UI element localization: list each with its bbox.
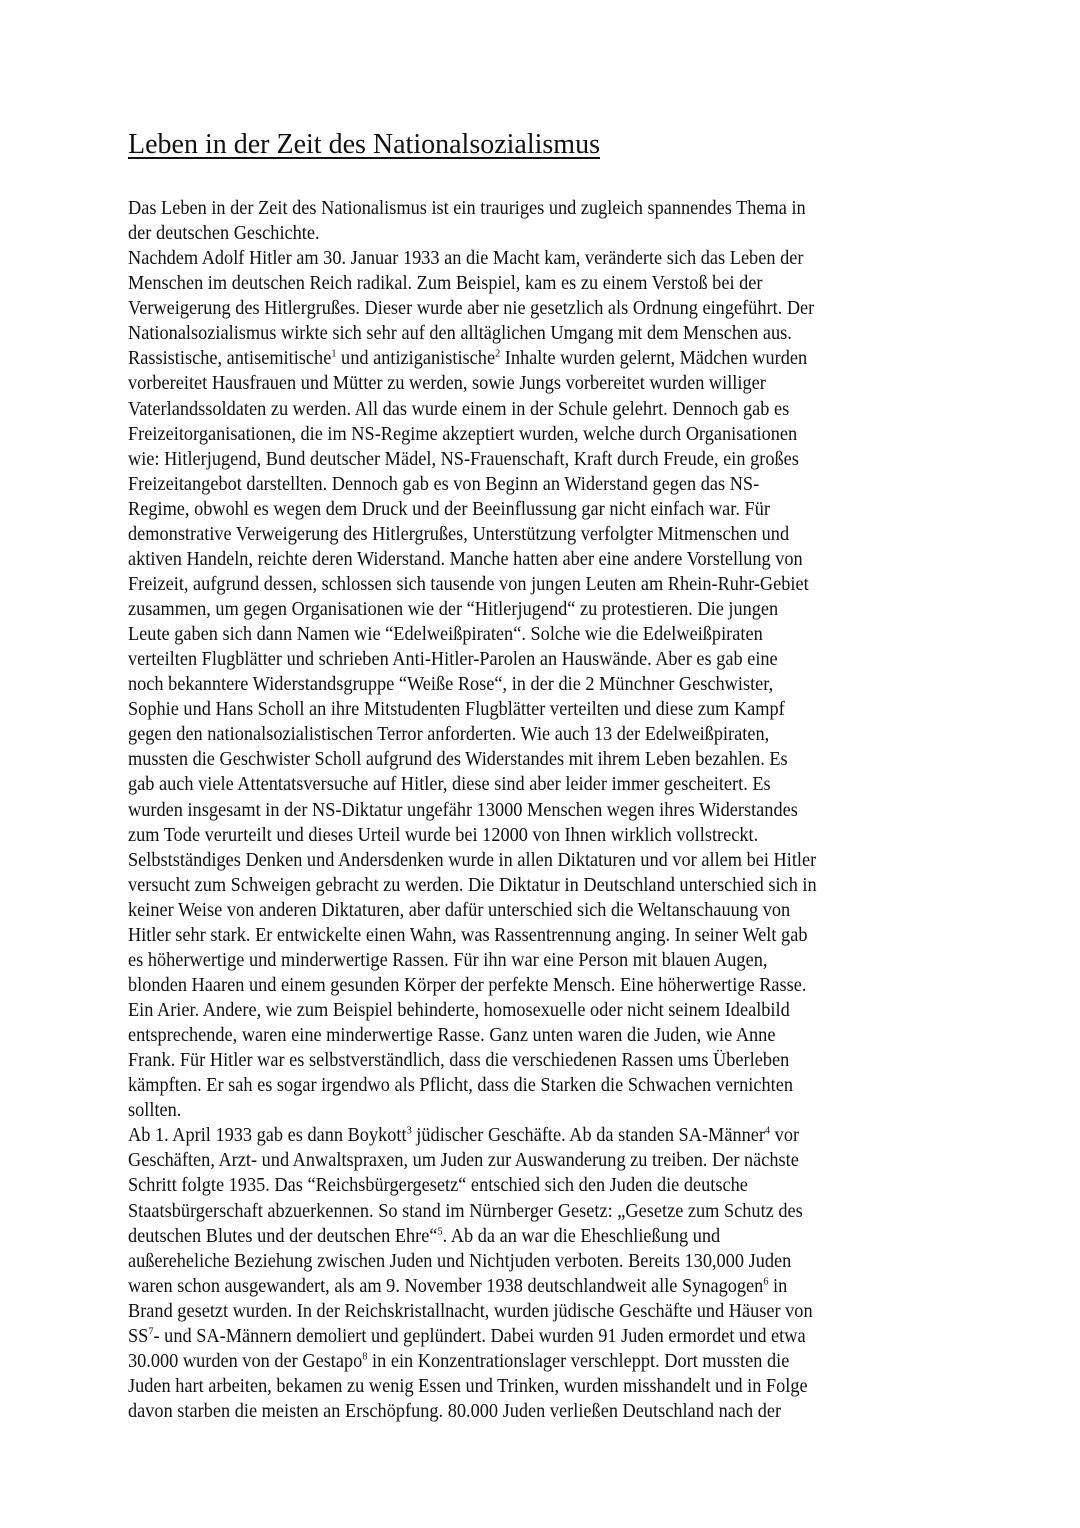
text-segment: Brand gesetzt wurden. In der Reichskristallnacht, wurden jüdische Geschäfte und Häuser von: [128, 1300, 813, 1322]
text-line: [128, 271, 950, 296]
text-line: [128, 497, 950, 522]
text-line: [128, 1173, 950, 1198]
text-segment: außereheliche Beziehung zwischen Juden und Nichtjuden verboten. Bereits 130,000 Juden: [128, 1250, 792, 1272]
footnote-marker: 2: [495, 347, 501, 360]
text-segment: sollten.: [128, 1100, 182, 1122]
text-segment: wurden insgesamt in der NS-Diktatur ungefähr 13000 Menschen wegen ihres Widerstandes: [128, 799, 798, 821]
text-segment: Juden hart arbeiten, bekamen zu wenig Essen und Trinken, wurden misshandelt und in Folge: [128, 1375, 808, 1397]
text-segment: Freizeit, aufgrund dessen, schlossen sich tausende von jungen Leuten am Rhein-Ruhr-Gebiet: [128, 573, 809, 595]
text-segment: Freizeitangebot darstellten. Dennoch gab es von Beginn an Widerstand gegen das NS-: [128, 473, 760, 495]
text-line: [128, 973, 950, 998]
text-segment: vorbereitet Hausfrauen und Mütter zu werden, sowie Jungs vorbereitet wurden williger: [128, 373, 766, 395]
text-segment: entsprechende, waren eine minderwertige Rasse. Ganz unten waren die Juden, wie Anne: [128, 1025, 776, 1047]
text-line: [128, 221, 950, 246]
text-line: [128, 371, 950, 396]
text-line: [128, 823, 950, 848]
text-line: [128, 873, 950, 898]
text-segment: zum Tode verurteilt und dieses Urteil wurde bei 12000 von Ihnen wirklich vollstreckt.: [128, 824, 759, 846]
text-segment: keiner Weise von anderen Diktaturen, aber dafür unterschied sich die Weltanschauung von: [128, 899, 791, 921]
footnote-marker: 7: [148, 1325, 154, 1338]
text-segment: jüdischer Geschäfte. Ab da standen SA-Männer: [411, 1125, 765, 1147]
text-segment: Frank. Für Hitler war es selbstverständlich, dass die verschiedenen Rassen ums Überleben: [128, 1050, 790, 1072]
text-segment: SS: [128, 1325, 149, 1347]
footnote-marker: 8: [362, 1350, 368, 1363]
text-segment: Menschen im deutschen Reich radikal. Zum Beispiel, kam es zu einem Verstoß bei der: [128, 273, 763, 295]
text-line: [128, 1224, 950, 1249]
text-line: [128, 1073, 950, 1098]
text-line: [128, 747, 950, 772]
text-segment: Rassistische, antisemitische: [128, 348, 332, 370]
text-segment: Staatsbürgerschaft abzuerkennen. So stand im Nürnberger Gesetz: „Gesetze zum Schutz des: [128, 1200, 803, 1222]
text-line: [128, 547, 950, 572]
text-line: [128, 647, 950, 672]
text-segment: es höherwertige und minderwertige Rassen. Für ihn war eine Person mit blauen Augen,: [128, 949, 768, 971]
text-line: [128, 246, 950, 271]
text-line: [128, 572, 950, 597]
text-segment: Leute gaben sich dann Namen wie “Edelweißpiraten“. Solche wie die Edelweißpiraten: [128, 624, 763, 646]
text-segment: . Ab da an war die Eheschließung und: [442, 1225, 721, 1247]
text-segment: Selbstständiges Denken und Andersdenken wurde in allen Diktaturen und vor allem bei Hitler: [128, 849, 817, 871]
text-segment: noch bekanntere Widerstandsgruppe “Weiße Rose“, in der die 2 Münchner Geschwister,: [128, 674, 774, 696]
text-line: [128, 1299, 950, 1324]
text-line: [128, 447, 950, 472]
text-segment: aktiven Handeln, reichte deren Widerstand. Manche hatten aber eine andere Vorstellung von: [128, 548, 803, 570]
text-line: [128, 1199, 950, 1224]
text-segment: Sophie und Hans Scholl an ihre Mitstudenten Flugblätter verteilten und diese zum Kampf: [128, 699, 785, 721]
text-line: [128, 1098, 950, 1123]
text-segment: Ab 1. April 1933 gab es dann Boykott: [128, 1125, 407, 1147]
text-segment: der deutschen Geschichte.: [128, 223, 320, 245]
text-segment: in: [768, 1275, 788, 1297]
footnote-marker: 1: [331, 347, 337, 360]
text-line: [128, 1399, 950, 1424]
text-line: [128, 923, 950, 948]
text-segment: Schritt folgte 1935. Das “Reichsbürgergesetz“ entschied sich den Juden die deutsche: [128, 1175, 748, 1197]
text-line: [128, 522, 950, 547]
text-line: [128, 1148, 950, 1173]
text-line: [128, 772, 950, 797]
text-segment: kämpften. Er sah es sogar irgendwo als Pflicht, dass die Starken die Schwachen vernichten: [128, 1075, 793, 1097]
text-segment: zusammen, um gegen Organisationen wie der “Hitlerjugend“ zu protestieren. Die jungen: [128, 599, 779, 620]
text-segment: und antiziganistische: [336, 348, 496, 370]
text-line: [128, 1374, 950, 1399]
text-segment: Inhalte wurden gelernt, Mädchen wurden: [500, 348, 808, 370]
text-line: [128, 472, 950, 497]
text-line: [128, 1324, 950, 1349]
text-segment: versucht zum Schweigen gebracht zu werden. Die Diktatur in Deutschland unterschied sich in: [128, 874, 817, 896]
footnote-marker: 6: [763, 1275, 769, 1288]
text-line: [128, 196, 950, 221]
text-line: [128, 848, 950, 873]
text-line: [128, 622, 950, 647]
text-line: [128, 1249, 950, 1274]
text-segment: in ein Konzentrationslager verschleppt. Dort mussten die: [367, 1350, 790, 1372]
text-line: [128, 1123, 950, 1148]
text-segment: Nachdem Adolf Hitler am 30. Januar 1933 an die Macht kam, veränderte sich das Leben der: [128, 248, 804, 270]
footnote-marker: 5: [437, 1225, 443, 1238]
text-line: [128, 697, 950, 722]
footnote-marker: 4: [764, 1124, 771, 1137]
text-segment: Verweigerung des Hitlergrußes. Dieser wurde aber nie gesetzlich als Ordnung eingeführt. Der: [128, 298, 815, 320]
text-line: [128, 397, 950, 422]
text-segment: deutschen Blutes und der deutschen Ehre“: [128, 1225, 438, 1247]
text-segment: Vaterlandssoldaten zu werden. All das wurde einem in der Schule gelehrt. Dennoch gab es: [128, 398, 790, 420]
text-segment: Freizeitorganisationen, die im NS-Regime akzeptiert wurden, welche durch Organisationen: [128, 423, 798, 445]
text-segment: mussten die Geschwister Scholl aufgrund des Widerstandes mit ihrem Leben bezahlen. Es: [128, 749, 788, 771]
text-segment: gegen den nationalsozialistischen Terror anforderten. Wie auch 13 der Edelweißpiraten,: [128, 724, 770, 746]
text-segment: Das Leben in der Zeit des Nationalismus ist ein trauriges und zugleich spannendes Thema in: [128, 198, 806, 219]
footnote-marker: 3: [406, 1124, 412, 1137]
text-segment: Nationalsozialismus wirkte sich sehr auf den alltäglichen Umgang mit dem Menschen aus.: [128, 323, 792, 345]
text-segment: Ein Arier. Andere, wie zum Beispiel behinderte, homosexuelle oder nicht seinem Idealbild: [128, 1000, 790, 1021]
text-line: [128, 998, 950, 1023]
text-line: [128, 948, 950, 973]
text-segment: - und SA-Männern demoliert und geplündert. Dabei wurden 91 Juden ermordet und etwa: [153, 1325, 806, 1347]
text-line: [128, 1274, 950, 1299]
text-segment: gab auch viele Attentatsversuche auf Hitler, diese sind aber leider immer gescheitert. Es: [128, 774, 771, 796]
text-line: [128, 798, 950, 823]
text-segment: Regime, obwohl es wegen dem Druck und der Beeinflussung gar nicht einfach war. Für: [128, 498, 770, 520]
text-line: [128, 597, 950, 622]
text-line: [128, 1048, 950, 1073]
text-segment: blonden Haaren und einem gesunden Körper der perfekte Mensch. Eine höherwertige Rasse.: [128, 974, 807, 996]
document-body: [128, 196, 1008, 1424]
document-title: Leben in der Zeit des Nationalsozialismus: [128, 129, 600, 160]
text-segment: 30.000 wurden von der Gestapo: [128, 1350, 363, 1372]
text-segment: verteilten Flugblätter und schrieben Anti-Hitler-Parolen an Hauswände. Aber es gab eine: [128, 649, 778, 671]
text-segment: Geschäften, Arzt- und Anwaltspraxen, um Juden zur Auswanderung zu treiben. Der nächste: [128, 1150, 799, 1172]
text-line: [128, 898, 950, 923]
text-segment: waren schon ausgewandert, als am 9. November 1938 deutschlandweit alle Synagogen: [128, 1275, 764, 1297]
text-line: [128, 346, 950, 371]
text-segment: Hitler sehr stark. Er entwickelte einen Wahn, was Rassentrennung anging. In seiner Welt gab: [128, 924, 808, 946]
text-segment: demonstrative Verweigerung des Hitlergrußes, Unterstützung verfolgter Mitmenschen und: [128, 523, 790, 545]
text-line: [128, 321, 950, 346]
text-segment: davon starben die meisten an Erschöpfung. 80.000 Juden verließen Deutschland nach der: [128, 1401, 782, 1422]
text-line: [128, 1023, 950, 1048]
text-line: [128, 422, 950, 447]
text-line: [128, 722, 950, 747]
text-line: [128, 296, 950, 321]
text-segment: vor: [770, 1125, 800, 1147]
text-line: [128, 1349, 950, 1374]
text-segment: wie: Hitlerjugend, Bund deutscher Mädel, NS-Frauenschaft, Kraft durch Freude, ein großes: [128, 448, 799, 470]
text-line: [128, 672, 950, 697]
